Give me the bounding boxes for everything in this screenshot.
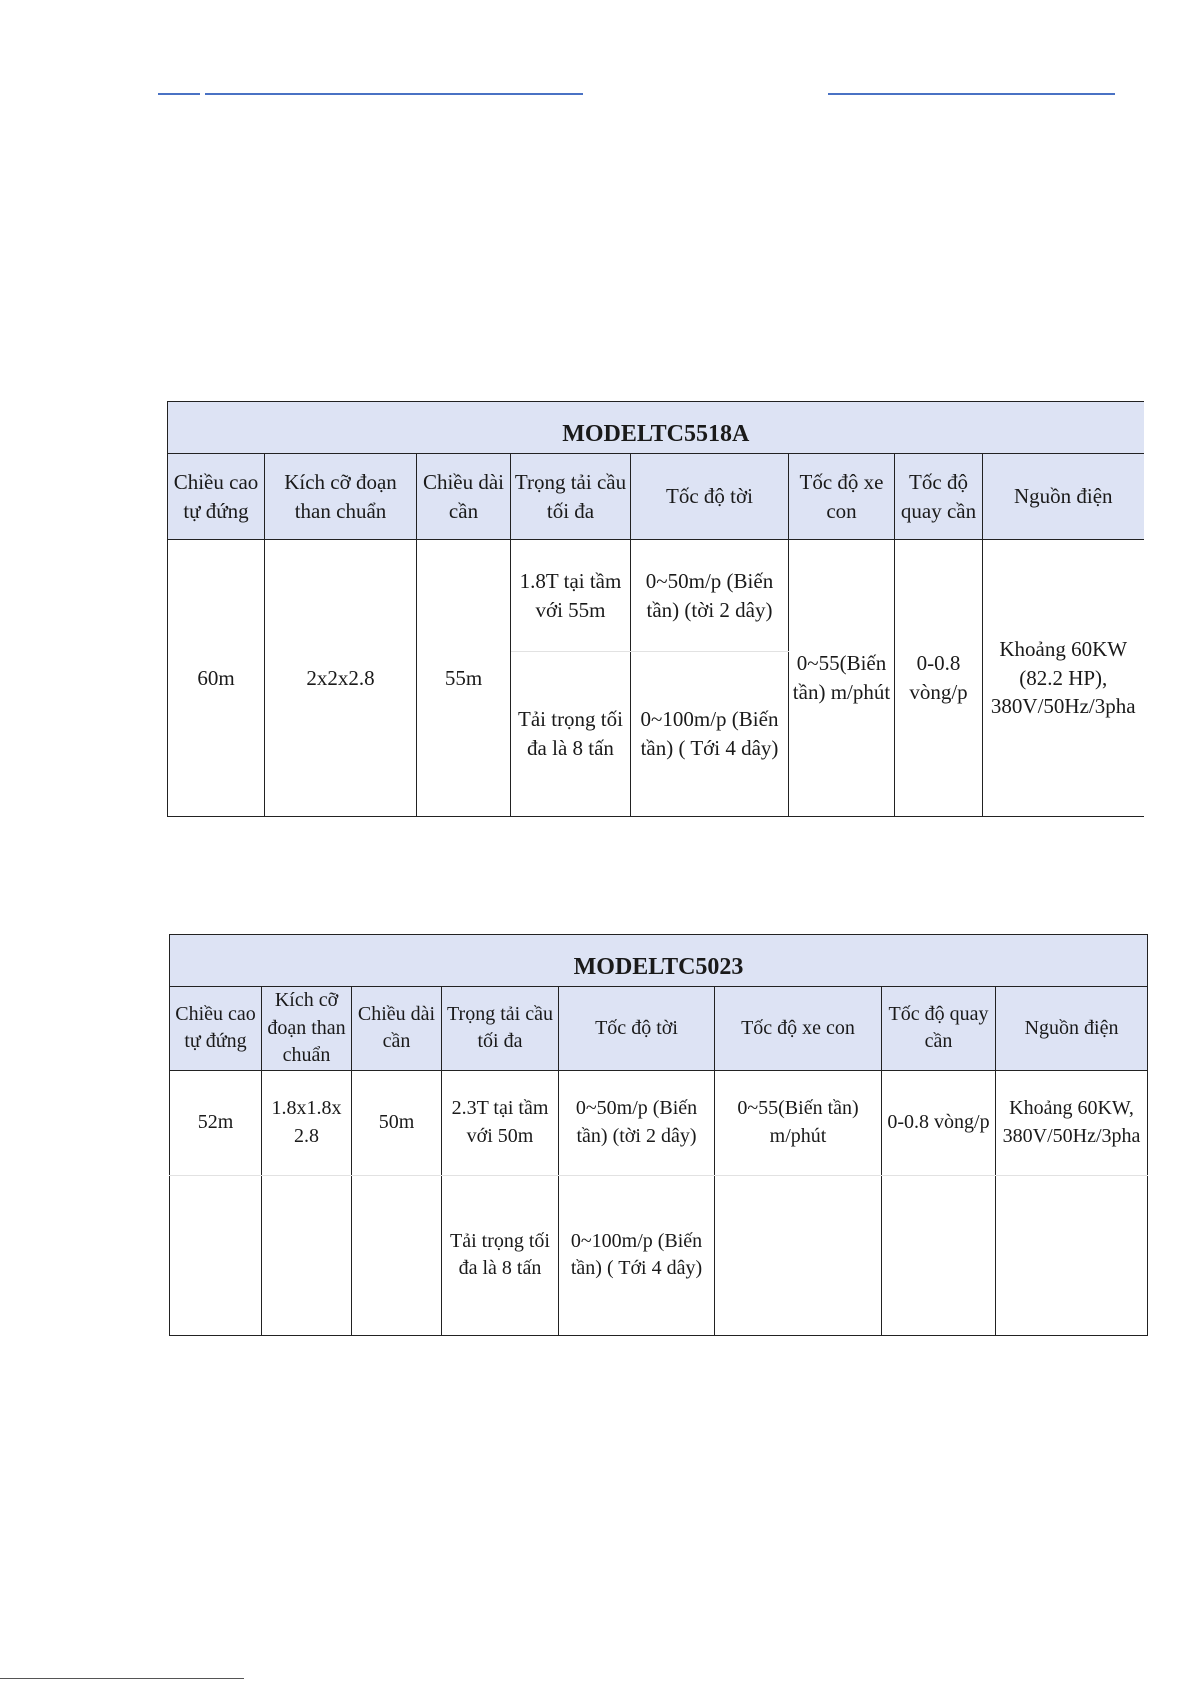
cell-section-size: 2x2x2.8 [265,540,417,817]
cell-jib-length: 50m [352,1070,442,1175]
table-title: MODELTC5023 [170,935,1148,987]
header-trolley-speed: Tốc độ xe con [715,987,882,1071]
header-max-load: Trọng tải cầu tối đa [442,987,559,1071]
header-standing-height: Chiều cao tự đứng [168,454,265,540]
cell-trolley-speed: 0~55(Biến tần) m/phút [789,540,895,817]
cell-max-load-2: Tải trọng tối đa là 8 tấn [511,652,631,817]
cell-empty [882,1175,996,1335]
header-rule-short [158,93,200,95]
cell-empty [262,1175,352,1335]
header-section-size: Kích cỡ đoạn than chuẩn [262,987,352,1071]
footnote-rule [0,1678,244,1679]
cell-slewing-speed: 0-0.8 vòng/p [895,540,983,817]
cell-max-load-2: Tải trọng tối đa là 8 tấn [442,1175,559,1335]
header-power: Nguồn điện [983,454,1144,540]
header-jib-length: Chiều dài cần [417,454,511,540]
header-section-size: Kích cỡ đoạn than chuẩn [265,454,417,540]
header-rule-right [828,93,1115,95]
spec-table-tc5023 [169,934,1148,1336]
spec-table-tc5518a [167,401,1144,817]
header-slewing-speed: Tốc độ quay cần [895,454,983,540]
cell-slewing-speed: 0-0.8 vòng/p [882,1070,996,1175]
header-hoist-speed: Tốc độ tời [631,454,789,540]
cell-hoist-speed-1: 0~50m/p (Biến tần) (tời 2 dây) [559,1070,715,1175]
cell-hoist-speed-1: 0~50m/p (Biến tần) (tời 2 dây) [631,540,789,652]
cell-empty [996,1175,1148,1335]
cell-jib-length: 55m [417,540,511,817]
cell-empty [170,1175,262,1335]
cell-empty [352,1175,442,1335]
header-slewing-speed: Tốc độ quay cần [882,987,996,1071]
cell-section-size: 1.8x1.8x 2.8 [262,1070,352,1175]
cell-max-load-1: 2.3T tại tầm với 50m [442,1070,559,1175]
table-title: MODELTC5518A [168,402,1144,454]
cell-power: Khoảng 60KW, 380V/50Hz/3pha [996,1070,1148,1175]
header-hoist-speed: Tốc độ tời [559,987,715,1071]
cell-power: Khoảng 60KW (82.2 HP), 380V/50Hz/3pha [983,540,1144,817]
cell-standing-height: 52m [170,1070,262,1175]
cell-max-load-1: 1.8T tại tầm với 55m [511,540,631,652]
header-rule-long [205,93,583,95]
cell-trolley-speed: 0~55(Biến tần) m/phút [715,1070,882,1175]
header-max-load: Trọng tải cầu tối đa [511,454,631,540]
cell-hoist-speed-2: 0~100m/p (Biến tần) ( Tới 4 dây) [559,1175,715,1335]
cell-empty [715,1175,882,1335]
cell-standing-height: 60m [168,540,265,817]
header-power: Nguồn điện [996,987,1148,1071]
header-jib-length: Chiều dài cần [352,987,442,1071]
cell-hoist-speed-2: 0~100m/p (Biến tần) ( Tới 4 dây) [631,652,789,817]
header-trolley-speed: Tốc độ xe con [789,454,895,540]
header-standing-height: Chiều cao tự đứng [170,987,262,1071]
